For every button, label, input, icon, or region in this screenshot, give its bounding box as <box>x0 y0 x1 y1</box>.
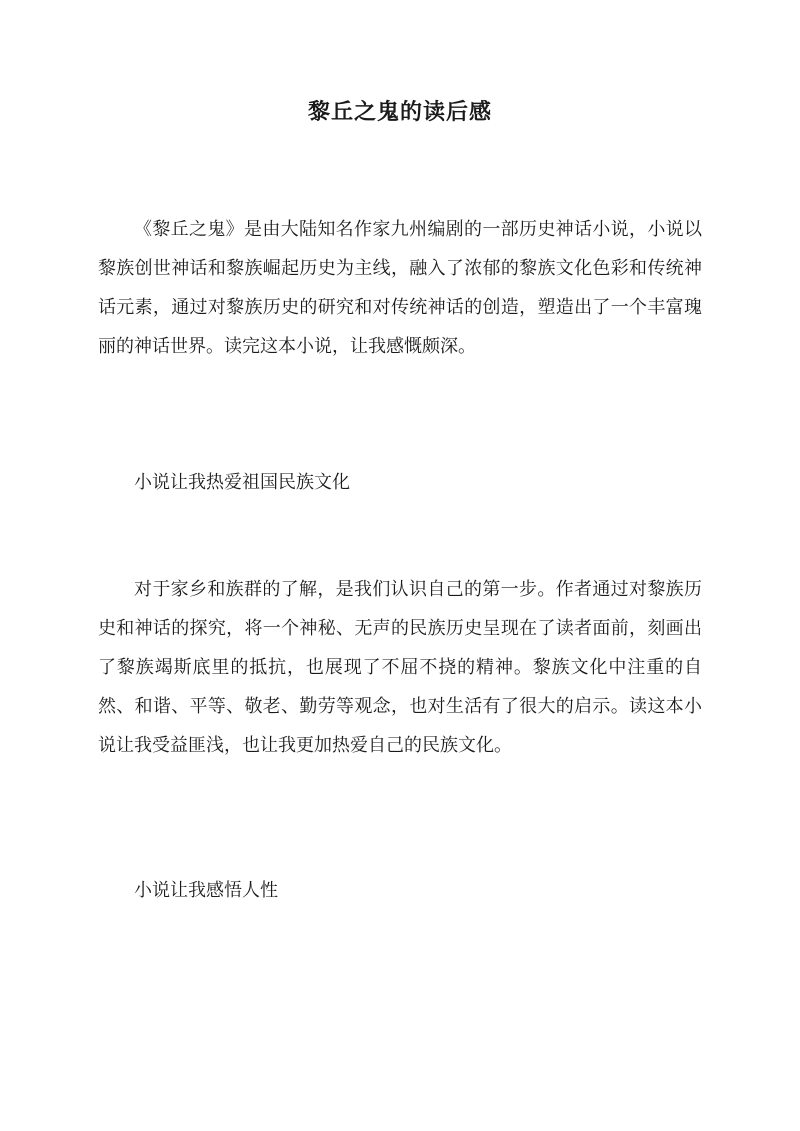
section-heading-culture: 小说让我热爱祖国民族文化 <box>134 472 350 493</box>
intro-paragraph: 《黎丘之鬼》是由大陆知名作家九州编剧的一部历史神话小说，小说以黎族创世神话和黎族崛起历史为主线，融入了浓郁的黎族文化色彩和传统神话元素，通过对黎族历史的研究和对传统神话的创造，塑造出了一个丰富瑰丽的神话世界。读完这本小说，让我感慨颇深。 <box>98 219 702 357</box>
document-title: 黎丘之鬼的读后感 <box>307 99 492 125</box>
section-heading-humanity: 小说让我感悟人性 <box>134 880 278 901</box>
culture-paragraph: 对于家乡和族群的了解，是我们认识自己的第一步。作者通过对黎族历史和神话的探究，将一个神秘、无声的民族历史呈现在了读者面前，刻画出了黎族竭斯底里的抵抗，也展现了不屈不挠的精神。黎族文化中注重的自然、和谐、平等、敬老、勤劳等观念，也对生活有了很大的启示。读这本小说让我受益匪浅，也让我更加热爱自己的民族文化。 <box>98 579 702 756</box>
